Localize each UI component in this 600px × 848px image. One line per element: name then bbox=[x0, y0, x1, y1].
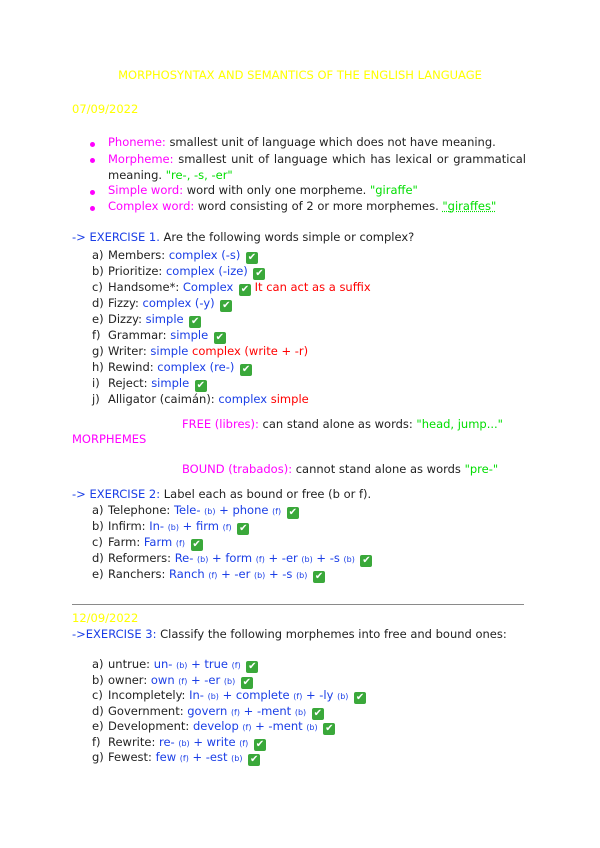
item-marker: d) bbox=[92, 703, 104, 718]
term: FREE (libres): bbox=[182, 417, 259, 431]
list-item bbox=[108, 344, 308, 358]
list-item bbox=[108, 296, 232, 312]
morpheme-part: + -er bbox=[190, 672, 221, 687]
morpheme-tag: (b) bbox=[167, 523, 180, 532]
definition-phoneme bbox=[108, 135, 496, 149]
item-marker: j) bbox=[92, 392, 100, 406]
item-word: Fizzy: bbox=[108, 296, 139, 310]
item-word: Farm: bbox=[108, 535, 141, 549]
morpheme-tag: (b) bbox=[253, 571, 266, 580]
item-answer: simple bbox=[145, 312, 184, 326]
item-word: Rewind: bbox=[108, 360, 154, 374]
morpheme-tag: (f) bbox=[239, 738, 249, 748]
date-heading: 12/09/2022 bbox=[72, 611, 139, 625]
exercise-question: Label each as bound or free (b or f). bbox=[163, 487, 372, 501]
item-word: Ranchers: bbox=[108, 567, 166, 581]
morpheme-part: + true bbox=[191, 657, 228, 671]
list-item bbox=[108, 657, 258, 673]
item-answer: complex (-y) bbox=[142, 296, 215, 310]
item-answer: complex (re-) bbox=[157, 360, 235, 374]
morpheme-part: Tele- bbox=[173, 503, 201, 517]
morpheme-tag: (b) bbox=[176, 661, 188, 670]
list-item bbox=[108, 503, 299, 519]
check-icon: ✔ bbox=[355, 692, 365, 703]
item-word: Development: bbox=[108, 719, 190, 733]
term: Complex word: bbox=[108, 199, 195, 213]
morpheme-part: + phone bbox=[219, 503, 269, 517]
item-marker: a) bbox=[92, 503, 104, 517]
morpheme-tag: (f) bbox=[230, 707, 240, 717]
check-icon: ✔ bbox=[248, 661, 257, 672]
morpheme-part: + firm bbox=[182, 519, 219, 533]
item-word: Grammar: bbox=[108, 328, 167, 342]
morpheme-part: + write bbox=[193, 734, 236, 749]
morpheme-tag: (b) bbox=[296, 571, 308, 580]
morpheme-tag: (b) bbox=[178, 738, 190, 748]
check-icon: ✔ bbox=[192, 539, 201, 550]
list-item bbox=[108, 750, 260, 766]
list-item bbox=[108, 673, 253, 689]
definition-simple-word bbox=[108, 183, 418, 197]
check-icon: ✔ bbox=[222, 300, 231, 311]
morpheme-tag: (b) bbox=[301, 555, 313, 564]
bullet-icon bbox=[90, 142, 95, 147]
item-marker: f) bbox=[92, 734, 101, 749]
morpheme-part: Re- bbox=[174, 551, 194, 565]
morpheme-part: + -est bbox=[192, 750, 228, 764]
list-item bbox=[108, 735, 266, 751]
item-word: Members: bbox=[108, 248, 166, 262]
list-item bbox=[108, 248, 258, 264]
bullet-icon bbox=[90, 158, 95, 163]
list-item bbox=[108, 551, 372, 567]
item-word: Reformers: bbox=[108, 551, 172, 565]
morpheme-tag: (f) bbox=[272, 507, 282, 516]
item-marker: i) bbox=[92, 376, 100, 390]
morpheme-part: + -s bbox=[316, 551, 340, 565]
item-word: Rewrite: bbox=[108, 734, 156, 749]
item-word: Writer: bbox=[108, 344, 147, 358]
morpheme-tag: (f) bbox=[242, 723, 252, 732]
morpheme-part: few bbox=[155, 750, 177, 764]
morpheme-part: re- bbox=[159, 734, 175, 749]
exercise-3-heading bbox=[72, 626, 524, 642]
exercise-question: Classify the following morphemes into free and bound ones: bbox=[160, 627, 507, 641]
check-icon: ✔ bbox=[239, 523, 248, 534]
morpheme-part: + -er bbox=[268, 551, 298, 565]
date-heading: 07/09/2022 bbox=[72, 102, 139, 116]
item-marker: d) bbox=[92, 551, 104, 565]
item-marker: g) bbox=[92, 750, 104, 764]
item-marker: e) bbox=[92, 719, 104, 733]
item-marker: g) bbox=[92, 344, 104, 358]
list-item bbox=[108, 376, 207, 392]
item-correction: simple bbox=[270, 392, 309, 406]
morpheme-part: In- bbox=[149, 519, 165, 533]
item-marker: b) bbox=[92, 519, 104, 533]
morpheme-tag: (f) bbox=[231, 661, 241, 670]
check-icon: ✔ bbox=[314, 571, 324, 582]
morpheme-part: + -er bbox=[221, 567, 251, 581]
morpheme-tag: (f) bbox=[175, 539, 185, 548]
check-icon: ✔ bbox=[215, 332, 225, 343]
morpheme-part: develop bbox=[192, 719, 239, 733]
item-marker: a) bbox=[92, 657, 104, 671]
term: Morpheme: bbox=[108, 152, 174, 166]
list-item bbox=[108, 719, 335, 735]
check-icon: ✔ bbox=[313, 707, 323, 719]
check-icon: ✔ bbox=[255, 268, 264, 279]
example-text: "giraffes" bbox=[442, 199, 497, 213]
list-item bbox=[108, 704, 324, 720]
morpheme-tag: (b) bbox=[343, 555, 355, 564]
check-icon: ✔ bbox=[255, 738, 265, 750]
item-word: untrue: bbox=[108, 657, 151, 671]
morpheme-tag: (b) bbox=[204, 507, 216, 516]
list-item bbox=[108, 567, 325, 583]
list-item bbox=[108, 392, 309, 406]
list-item bbox=[108, 519, 249, 535]
morpheme-part: + -s bbox=[268, 567, 293, 581]
exercise-label: ->EXERCISE 3: bbox=[72, 627, 157, 641]
exercise-label: -> EXERCISE 2: bbox=[72, 487, 161, 501]
list-item bbox=[108, 328, 226, 344]
check-icon: ✔ bbox=[362, 555, 371, 566]
example-text: "head, jump..." bbox=[416, 417, 503, 431]
item-word: Telephone: bbox=[108, 503, 171, 517]
term: Simple word: bbox=[108, 183, 184, 197]
example-text: "re-, -s, -er" bbox=[165, 168, 233, 182]
item-word: owner: bbox=[108, 672, 148, 687]
morpheme-part: In- bbox=[189, 688, 204, 702]
morpheme-tag: (b) bbox=[197, 555, 209, 564]
bound-morpheme-line bbox=[182, 462, 498, 476]
item-word: Government: bbox=[108, 703, 184, 718]
item-correction: It can act as a suffix bbox=[254, 280, 371, 294]
morpheme-part: own bbox=[150, 672, 175, 687]
definition-text: smallest unit of language which has lexical or grammatical meaning. bbox=[108, 152, 527, 182]
list-item bbox=[108, 264, 265, 280]
item-marker: c) bbox=[92, 280, 103, 294]
morpheme-tag: (b) bbox=[231, 754, 243, 763]
exercise-2-heading bbox=[72, 487, 371, 501]
morpheme-tag: (b) bbox=[294, 707, 307, 717]
morpheme-part: + -ly bbox=[305, 688, 334, 702]
divider bbox=[72, 604, 524, 605]
definition-text: cannot stand alone as words bbox=[295, 462, 461, 476]
item-word: Incompletely: bbox=[108, 688, 186, 702]
item-word: Infirm: bbox=[108, 519, 146, 533]
definition-text: word with only one morpheme. bbox=[186, 183, 367, 197]
item-marker: f) bbox=[92, 328, 101, 342]
free-morpheme-line bbox=[182, 417, 503, 431]
check-icon: ✔ bbox=[249, 754, 259, 765]
item-marker: b) bbox=[92, 264, 104, 278]
check-icon: ✔ bbox=[247, 252, 257, 263]
list-item bbox=[108, 535, 203, 551]
item-word: Prioritize: bbox=[108, 264, 163, 278]
morpheme-part: un- bbox=[153, 657, 173, 671]
definition-morpheme bbox=[108, 151, 526, 183]
check-icon: ✔ bbox=[325, 723, 334, 734]
exercise-1-heading bbox=[72, 230, 414, 244]
item-marker: c) bbox=[92, 535, 103, 549]
morpheme-tag: (f) bbox=[178, 676, 188, 686]
morpheme-part: govern bbox=[187, 703, 228, 718]
check-icon: ✔ bbox=[196, 380, 205, 391]
item-marker: d) bbox=[92, 296, 104, 310]
morpheme-tag: (f) bbox=[293, 692, 303, 701]
item-word: Handsome*: bbox=[108, 280, 180, 294]
item-marker: a) bbox=[92, 248, 104, 262]
item-answer: complex bbox=[218, 392, 268, 406]
item-answer: simple bbox=[151, 376, 190, 390]
morpheme-part: Farm bbox=[143, 535, 173, 549]
morpheme-part: + complete bbox=[222, 688, 290, 702]
item-answer: Complex bbox=[182, 280, 234, 294]
list-item bbox=[108, 280, 371, 296]
check-icon: ✔ bbox=[242, 676, 252, 688]
item-marker: c) bbox=[92, 688, 103, 702]
definition-text: word consisting of 2 or more morphemes. bbox=[197, 199, 439, 213]
bullet-icon bbox=[90, 190, 95, 195]
morpheme-tag: (f) bbox=[208, 571, 218, 580]
item-word: Alligator (caimán): bbox=[108, 392, 215, 406]
item-word: Reject: bbox=[108, 376, 148, 390]
item-word: Fewest: bbox=[108, 750, 152, 764]
exercise-label: -> EXERCISE 1. bbox=[72, 230, 160, 244]
morpheme-part: Ranch bbox=[169, 567, 205, 581]
item-answer: complex (-s) bbox=[168, 248, 241, 262]
morpheme-tag: (b) bbox=[207, 692, 219, 701]
check-icon: ✔ bbox=[191, 316, 200, 327]
item-marker: e) bbox=[92, 567, 104, 581]
morphemes-label: MORPHEMES bbox=[72, 432, 147, 446]
item-marker: h) bbox=[92, 360, 104, 374]
item-answer: simple bbox=[170, 328, 209, 342]
definition-complex-word bbox=[108, 199, 496, 213]
term: Phoneme: bbox=[108, 135, 166, 149]
check-icon: ✔ bbox=[241, 364, 251, 375]
morpheme-tag: (f) bbox=[255, 555, 265, 564]
check-icon: ✔ bbox=[240, 284, 250, 295]
item-answer: complex (-ize) bbox=[165, 264, 248, 278]
morpheme-part: + -ment bbox=[243, 703, 292, 718]
term: BOUND (trabados): bbox=[182, 462, 293, 476]
document-title: MORPHOSYNTAX AND SEMANTICS OF THE ENGLISH LANGUAGE bbox=[118, 68, 482, 82]
exercise-question: Are the following words simple or complex? bbox=[163, 230, 415, 244]
list-item bbox=[108, 360, 252, 376]
list-item bbox=[108, 312, 201, 328]
morpheme-part: + form bbox=[212, 551, 253, 565]
list-item bbox=[108, 688, 366, 704]
definition-text: can stand alone as words: bbox=[262, 417, 413, 431]
example-text: "giraffe" bbox=[369, 183, 418, 197]
item-marker: b) bbox=[92, 672, 104, 687]
morpheme-tag: (b) bbox=[223, 676, 236, 686]
morpheme-tag: (b) bbox=[337, 692, 349, 701]
morpheme-tag: (b) bbox=[306, 723, 318, 732]
check-icon: ✔ bbox=[288, 507, 297, 518]
morpheme-part: + -ment bbox=[255, 719, 303, 733]
definition-text: smallest unit of language which does not have meaning. bbox=[169, 135, 496, 149]
item-word: Dizzy: bbox=[108, 312, 142, 326]
item-marker: e) bbox=[92, 312, 104, 326]
bullet-icon bbox=[90, 206, 95, 211]
item-answer: simple bbox=[150, 344, 189, 358]
morpheme-tag: (f) bbox=[179, 754, 189, 763]
morpheme-tag: (f) bbox=[222, 523, 232, 532]
example-text: "pre-" bbox=[464, 462, 499, 476]
item-correction: complex (write + -r) bbox=[192, 344, 309, 358]
